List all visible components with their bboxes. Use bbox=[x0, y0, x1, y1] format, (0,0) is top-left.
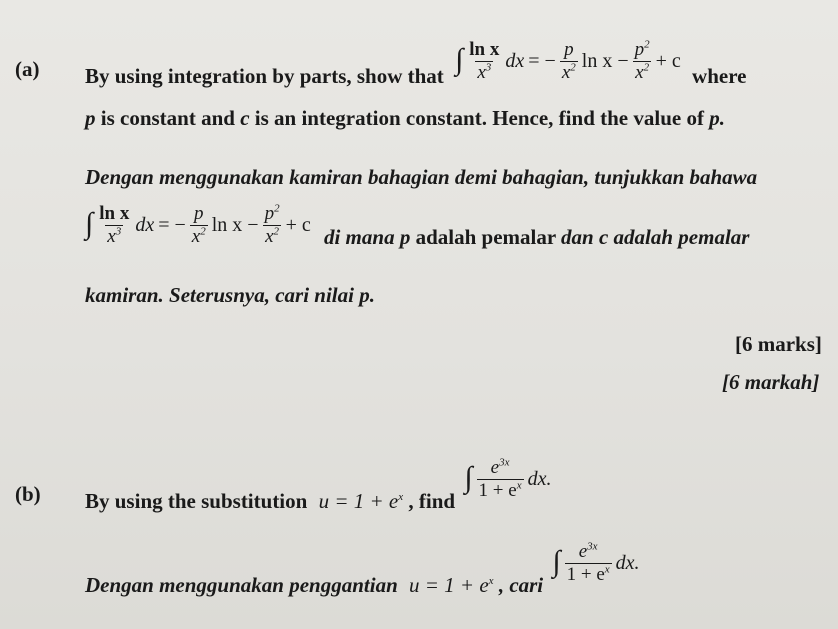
integral-sign: ∫ bbox=[455, 43, 464, 77]
fraction-p-over-x2 bbox=[190, 204, 208, 247]
fraction-denominator: $x^3$ bbox=[477, 61, 492, 83]
fraction-denominator: $x^2$ bbox=[635, 61, 650, 83]
find-word: , find bbox=[408, 489, 456, 514]
malay-line-1: Dengan menggunakan kamiran bahagian demi bahagian, tunjukkan bahawa bbox=[85, 165, 758, 189]
fraction-lnx-over-x3 bbox=[97, 204, 131, 247]
part-b-malay-line bbox=[85, 540, 642, 598]
dx: dx. bbox=[527, 468, 552, 491]
integral-sign: ∫ bbox=[85, 207, 94, 241]
fraction-numerator: $e^{3x}$ bbox=[490, 456, 510, 478]
fraction-p2-over-x2 bbox=[263, 204, 282, 247]
fraction-denominator: $x^3$ bbox=[107, 225, 122, 247]
integral-formula-b-malay bbox=[552, 542, 641, 585]
dx: dx. bbox=[615, 552, 640, 575]
part-a-line1-text: By using integration by parts, show that bbox=[85, 64, 444, 89]
di-mana: di mana bbox=[323, 225, 395, 250]
fraction-numerator: $e^{3x}$ bbox=[578, 540, 598, 562]
plus-c: + c bbox=[285, 214, 311, 237]
marks-en: [6 marks] bbox=[735, 332, 822, 356]
dan-c-adalah-pemalar: dan c adalah pemalar bbox=[561, 225, 750, 250]
malay-text: Dengan menggunakan penggantian bbox=[85, 573, 398, 598]
fraction-denominator: $x^2$ bbox=[191, 225, 206, 247]
fraction-numerator: $p^2$ bbox=[264, 202, 280, 224]
integral-formula-b bbox=[464, 458, 553, 501]
part-a-line-1 bbox=[85, 38, 747, 89]
fraction-denominator: $x^2$ bbox=[561, 61, 576, 83]
fraction-denominator: $1 + e^x$ bbox=[478, 479, 522, 501]
fraction-numerator: ln x bbox=[99, 203, 130, 224]
equals-minus: = − bbox=[158, 214, 186, 237]
dx: dx bbox=[505, 50, 525, 73]
substitution: $u = 1 + e^x$ bbox=[318, 489, 404, 514]
part-b-line-1 bbox=[85, 456, 553, 514]
var-c: c bbox=[240, 106, 250, 130]
integral-formula-a-malay bbox=[85, 204, 313, 247]
where-word: where bbox=[692, 64, 747, 89]
fraction-denominator: $1 + e^x$ bbox=[566, 563, 610, 585]
integral-sign: ∫ bbox=[464, 461, 473, 495]
var-p: p bbox=[399, 225, 411, 250]
fraction-numerator: p bbox=[564, 39, 574, 60]
integral-sign: ∫ bbox=[552, 545, 561, 579]
part-b-text: By using the substitution bbox=[85, 489, 308, 514]
part-a-line-2 bbox=[85, 108, 725, 129]
ln-x-minus: ln x − bbox=[581, 50, 629, 73]
fraction-numerator: p bbox=[194, 203, 204, 224]
ln-x-minus: ln x − bbox=[211, 214, 259, 237]
equals-minus: = − bbox=[528, 50, 556, 73]
fraction-p2-over-x2 bbox=[633, 40, 652, 83]
fraction-denominator: $x^2$ bbox=[265, 225, 280, 247]
marks-ms: [6 markah] bbox=[722, 370, 820, 394]
var-p-end: p. bbox=[709, 106, 725, 130]
adalah-pemalar: adalah pemalar bbox=[415, 225, 556, 250]
malay-line-3: kamiran. Seterusnya, cari nilai p. bbox=[85, 283, 375, 307]
fraction-e3x-over-1plusex bbox=[477, 458, 524, 501]
line2-rest: is an integration constant. Hence, find the value of bbox=[249, 106, 710, 130]
fraction-lnx-over-x3 bbox=[467, 40, 501, 83]
fraction-numerator: ln x bbox=[469, 39, 500, 60]
malay-line-2 bbox=[85, 202, 750, 250]
plus-c: + c bbox=[655, 50, 681, 73]
fraction-p-over-x2 bbox=[560, 40, 578, 83]
cari-word: , cari bbox=[498, 573, 544, 598]
var-p: p bbox=[85, 106, 96, 130]
integral-formula-a bbox=[455, 40, 683, 83]
fraction-numerator: $p^2$ bbox=[634, 38, 650, 60]
part-b-label: (b) bbox=[15, 482, 41, 506]
part-a-label: (a) bbox=[15, 57, 40, 81]
substitution: $u = 1 + e^x$ bbox=[409, 573, 494, 598]
line2-text: is constant and bbox=[95, 106, 241, 130]
fraction-e3x-over-1plusex bbox=[565, 542, 612, 585]
dx: dx bbox=[135, 214, 155, 237]
